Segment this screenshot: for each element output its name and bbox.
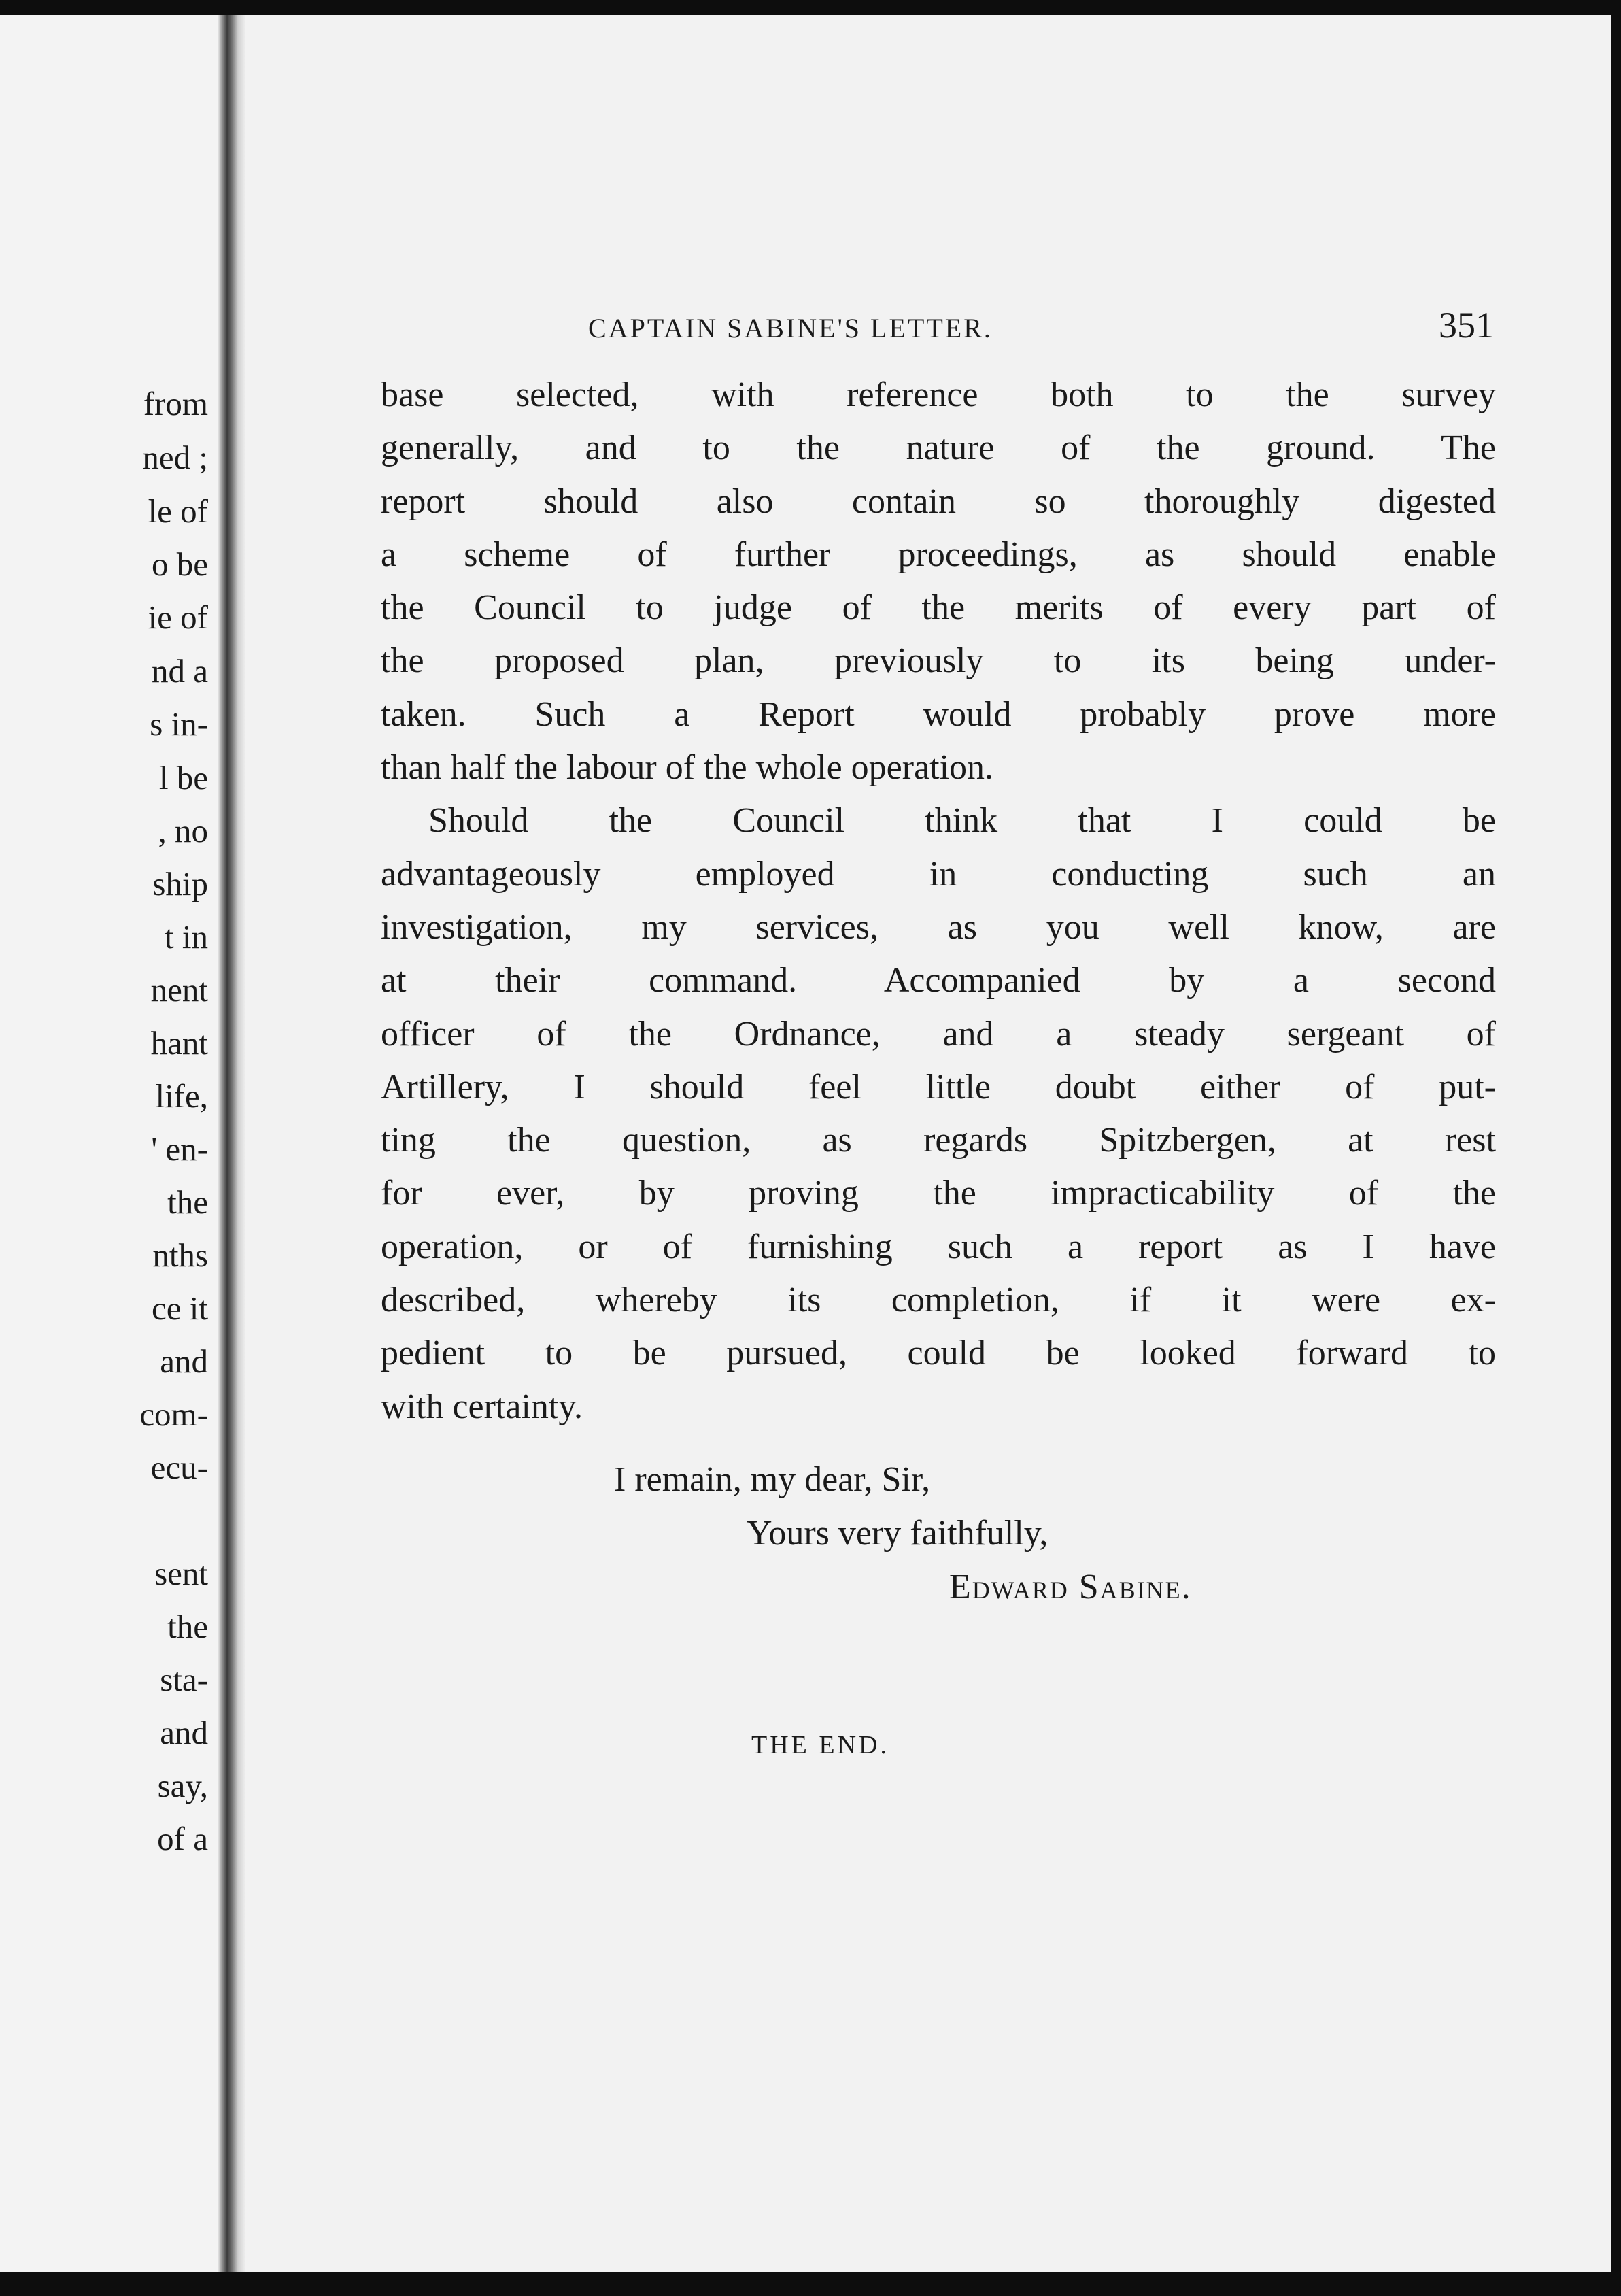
left-page-line: ' en- [151,1130,208,1168]
text-line: a scheme of further proceedings, as should enable [381,535,1496,574]
text-line: operation, or of furnishing such a report as I have [381,1227,1496,1266]
left-page-line: nent [150,971,208,1009]
left-page-line: ned ; [142,439,208,476]
left-page-line: sta- [160,1661,208,1698]
running-head-title: CAPTAIN SABINE'S LETTER. [588,313,993,343]
left-page-line: ce it [152,1289,208,1327]
text-line: than half the labour of the whole operation. [381,748,994,788]
letter-closing-line-2: Yours very faithfully, [747,1514,1048,1553]
left-page-line: ship [152,865,208,902]
left-page-line: , no [158,812,208,849]
left-page-line: the [167,1608,208,1645]
left-page [0,15,218,2272]
left-page-line: the [167,1183,208,1221]
left-page-line: le of [148,492,208,530]
page-number: 351 [1439,305,1494,345]
text-line: advantageously employed in conducting such an [381,854,1496,894]
left-page-line: of a [157,1820,208,1857]
left-page-line: nths [152,1236,208,1274]
running-head [588,297,1494,352]
left-page-line: t in [165,918,208,956]
text-line: generally, and to the nature of the ground. The [381,428,1496,468]
text-line: described, whereby its completion, if it were ex- [381,1281,1496,1320]
text-line: the proposed plan, previously to its being under- [381,641,1496,681]
left-page-line: ecu- [150,1449,208,1486]
book-gutter [218,15,245,2272]
left-page-line: l be [158,759,208,796]
text-line: Artillery, I should feel little doubt either of put- [381,1067,1496,1107]
right-page [245,15,1611,2272]
text-line: investigation, my services, as you well know, are [381,907,1496,947]
the-end-label: THE END. [751,1731,889,1759]
text-line: officer of the Ordnance, and a steady sergeant of [381,1014,1496,1053]
text-line: report should also contain so thoroughly digested [381,482,1496,521]
text-line: base selected, with reference both to the survey [381,375,1496,414]
text-line: ting the question, as regards Spitzbergen, at rest [381,1121,1496,1160]
left-page-line: and [160,1714,208,1751]
text-line: taken. Such a Report would probably prove more [381,694,1496,734]
text-line: at their command. Accompanied by a second [381,961,1496,1000]
left-page-line: o be [152,545,208,583]
left-page-line: sent [154,1555,208,1592]
left-page-line: s in- [150,705,208,743]
left-page-line: and [160,1343,208,1380]
left-page-line: life, [155,1077,208,1115]
text-line: with certainty. [381,1387,583,1426]
text-line: Should the Council think that I could be [428,801,1496,841]
letter-closing-line-1: I remain, my dear, Sir, [614,1460,931,1499]
left-page-line: from [143,385,208,422]
text-line: for ever, by proving the impracticability of the [381,1174,1496,1213]
body-text [381,369,1496,1434]
left-page-line: nd a [152,652,208,690]
left-page-line: ie of [148,598,208,636]
letter-signature: Edward Sabine. [949,1568,1192,1606]
left-page-line: com- [139,1396,208,1433]
text-line: the Council to judge of the merits of every part of [381,588,1496,628]
left-page-line: hant [150,1024,208,1062]
text-line: pedient to be pursued, could be looked forward to [381,1334,1496,1373]
left-page-line: say, [157,1767,208,1804]
